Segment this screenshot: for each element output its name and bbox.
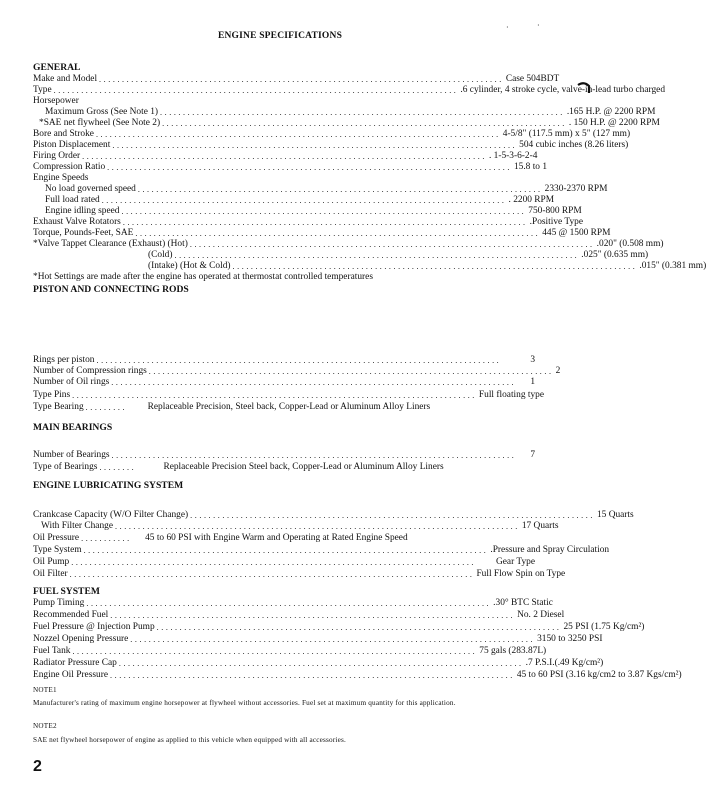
spec-row: Oil Pump ........................................................................................ Gear Type: [33, 557, 535, 567]
spec-row: Maximum Gross (See Note 1) ........................................................................................ .165 H.P. @ 2200 RPM: [45, 107, 656, 117]
section-heading-fuel: FUEL SYSTEM: [33, 586, 100, 597]
spec-row: Fuel Pressure @ Injection Pump ........................................................................................ 25 PSI (1.75 Kg/cm²): [33, 622, 645, 632]
scan-speck: ·: [537, 21, 540, 30]
note1-heading: NOTE1: [33, 686, 57, 694]
spec-row: Horsepower: [33, 96, 79, 106]
spec-row: Engine Oil Pressure ........................................................................................ 45 to 60 PSI (3.16 kg/cm2 to 3.87 Kgs/cm²): [33, 670, 682, 680]
spec-row: Engine Speeds: [33, 173, 89, 183]
spec-row: Type Pins ........................................................................................ Full floating type: [33, 390, 545, 400]
spec-row: Full load rated ........................................................................................ . 2200 RPM: [45, 195, 555, 205]
section-heading-lubrication: ENGINE LUBRICATING SYSTEM: [33, 480, 184, 491]
spec-row: Recommended Fuel ........................................................................................ No. 2 Diesel: [33, 610, 565, 620]
page-number: 2: [33, 758, 42, 775]
note2-text: SAE net flywheel horsepower of engine as applied to this vehicle when equipped with all accessories.: [33, 736, 347, 744]
spec-row: Bore and Stroke ........................................................................................ 4-5/8" (117.5 mm) x 5" (127 mm): [33, 129, 631, 139]
spec-row: Fuel Tank ........................................................................................ 75 gals (283.87L): [33, 646, 547, 656]
note2-heading: NOTE2: [33, 722, 57, 730]
note1-text: Manufacturer's rating of maximum engine horsepower at flywheel without accessories. Fuel set at maximum quantity for this application.: [33, 699, 456, 707]
spec-row: Oil Filter ........................................................................................ Full Flow Spin on Type: [33, 569, 566, 579]
spec-row: Compression Ratio ........................................................................................ 15.8 to 1: [33, 162, 548, 172]
spec-row: *SAE net flywheel (See Note 2) ........................................................................................ . 150 H.P. @ 2200 RPM: [39, 118, 660, 128]
spec-row: Nozzel Opening Pressure ........................................................................................ 3150 to 3250 PSI: [33, 634, 603, 644]
spec-row: Rings per piston ........................................................................................ 3: [33, 355, 535, 365]
spec-row: Crankcase Capacity (W/O Filter Change) ........................................................................................ 15 Quarts: [33, 510, 634, 520]
spec-row: Piston Displacement ........................................................................................ 504 cubic inches (8.26 liters): [33, 140, 629, 150]
hot-settings-note: *Hot Settings are made after the engine has operated at thermostat controlled temperatures: [33, 272, 373, 282]
spec-row: Type of Bearings ........ Replaceable Precision Steel back, Copper-Lead or Aluminum Alloy Liners: [33, 462, 444, 472]
spec-row: Type Bearing ......... Replaceable Precision, Steel back, Copper-Lead or Aluminum Alloy Liners: [33, 402, 431, 412]
spec-row: Radiator Pressure Cap ........................................................................................ .7 P.S.I.(.49 Kg/cm²): [33, 658, 604, 668]
section-heading-main-bearings: MAIN BEARINGS: [33, 422, 113, 433]
spec-row: Type System ........................................................................................ .Pressure and Spray Circulation: [33, 545, 610, 555]
scan-speck: ·: [506, 23, 509, 32]
page-title: ENGINE SPECIFICATIONS: [217, 31, 343, 41]
spec-row: *Valve Tappet Clearance (Exhaust) (Hot) ........................................................................................ .020" (0.508 mm): [33, 239, 664, 249]
section-heading-piston: PISTON AND CONNECTING RODS: [33, 284, 189, 295]
spec-row: Make and Model ........................................................................................ Case 504BDT: [33, 74, 560, 84]
spec-row: Number of Oil rings ........................................................................................ 1: [33, 377, 535, 387]
spec-row: Number of Bearings ........................................................................................ 7: [33, 450, 535, 460]
spec-row: (Intake) (Hot & Cold) ........................................................................................ .015" (0.381 mm): [148, 261, 706, 271]
spec-row: Torque, Pounds-Feet, SAE ........................................................................................ 445 @ 1500 RPM: [33, 228, 611, 238]
spec-row: Pump Timing ........................................................................................ .30° BTC Static: [33, 598, 553, 608]
spec-row: Number of Compression rings ........................................................................................ 2: [33, 366, 561, 376]
spec-row: With Filter Change ........................................................................................ 17 Quarts: [41, 521, 559, 531]
spec-row: Type ........................................................................................ .6 cylinder, 4 stroke cycle, valve-in-lead turbo charged: [33, 85, 666, 95]
spec-row: Engine idling speed ........................................................................................ 750-800 RPM: [45, 206, 582, 216]
spec-row: (Cold) ........................................................................................ .025" (0.635 mm): [148, 250, 649, 260]
section-heading-general: GENERAL: [33, 62, 81, 73]
spec-row: No load governed speed ........................................................................................ 2330-2370 RPM: [45, 184, 608, 194]
spec-row: Exhaust Valve Rotators ........................................................................................ .Positive Type: [33, 217, 583, 227]
spec-row: Firing Order ........................................................................................ . 1-5-3-6-2-4: [33, 151, 538, 161]
spec-row: Oil Pressure ........... 45 to 60 PSI with Engine Warm and Operating at Rated Engine Speed: [33, 533, 408, 543]
